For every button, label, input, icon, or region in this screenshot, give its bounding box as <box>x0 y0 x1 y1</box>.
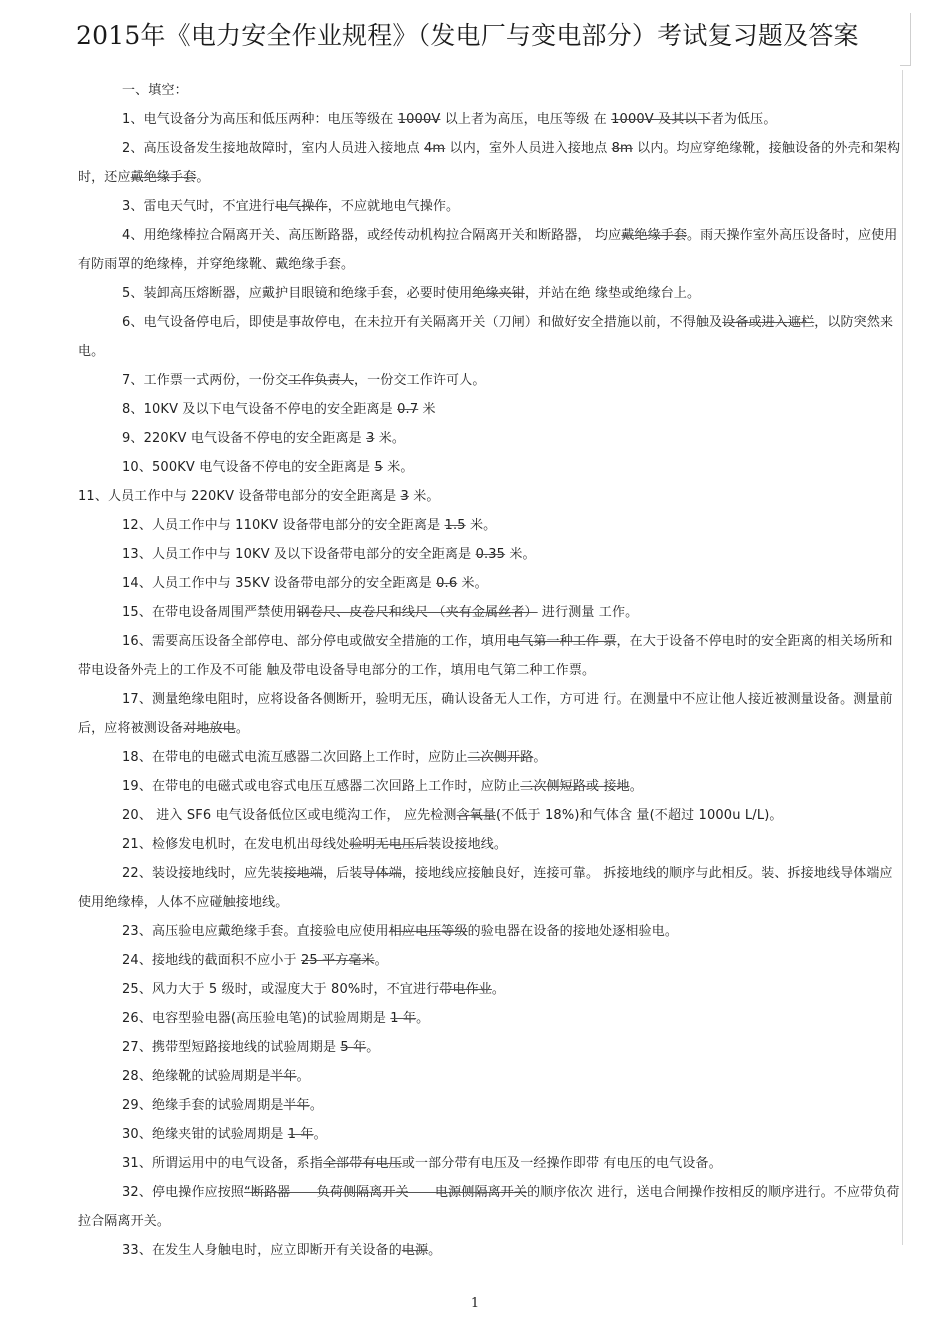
answer-text: 0.35 <box>475 547 506 562</box>
question-text: 2、高压设备发生接地故障时，室内人员进入接地点 <box>122 141 425 156</box>
question-text: 以内，室外人员进入接地点 <box>445 141 612 156</box>
question-text: 8、10KV 及以下电气设备不停电的安全距离是 <box>122 402 398 417</box>
answer-text: 3 <box>366 431 375 446</box>
question-item <box>78 308 904 366</box>
question-text: 22、装设接地线时，应先装 <box>122 866 284 881</box>
question-text: 。 <box>235 721 249 736</box>
question-item <box>78 192 904 221</box>
document-title: 2015年《电力安全作业规程》（发电厂与变电部分）考试复习题及答案 <box>76 21 859 50</box>
question-item <box>78 105 904 134</box>
question-text: 。 <box>416 1011 430 1026</box>
answer-text: 1.5 <box>444 518 466 533</box>
answer-text: 3 <box>400 489 409 504</box>
question-text: 。 <box>428 1243 442 1258</box>
answer-text: 相应电压等级 <box>388 924 468 939</box>
question-text: 5、装卸高压熔断器，应戴护目眼镜和绝缘手套，必要时使用 <box>122 286 473 301</box>
answer-text: 全部带有电压 <box>322 1156 402 1171</box>
question-item <box>78 366 904 395</box>
page-number: 1 <box>470 1296 480 1311</box>
question-text: 以内。均应穿绝缘靴，接触设备的外壳和架构时，还应 <box>78 141 901 185</box>
question-item <box>78 772 904 801</box>
question-text: 。 <box>629 779 643 794</box>
question-text: 米 <box>418 402 436 417</box>
question-text: 31、所谓运用中的电气设备，系指 <box>122 1156 323 1171</box>
answer-text: 5 年 <box>340 1040 367 1055</box>
question-text: ，接地线应接触良好，连接可靠。 拆接地线的顺序与此相反。装、拆接地线导体端应使用绝缘棒，人体不应碰触接地线。 <box>78 866 893 910</box>
question-item <box>78 859 904 917</box>
answer-text: 二次侧开路 <box>467 750 534 765</box>
question-text: 12、人员工作中与 110KV 设备带电部分的安全距离是 <box>122 518 445 533</box>
question-text: 33、在发生人身触电时，应立即断开有关设备的 <box>122 1243 402 1258</box>
question-item <box>78 482 904 511</box>
question-item <box>78 424 904 453</box>
question-text: 10、500KV 电气设备不停电的安全距离是 <box>122 460 375 475</box>
question-text: 15、在带电设备周围严禁使用 <box>122 605 297 620</box>
question-text: 或一部分带有电压及一经操作即带 有电压的电气设备。 <box>401 1156 722 1171</box>
question-text: 24、接地线的截面积不应小于 <box>122 953 301 968</box>
question-item <box>78 1091 904 1120</box>
answer-text: 1000V <box>397 112 441 127</box>
question-text: 者为低压。 <box>710 112 777 127</box>
question-text: 14、人员工作中与 35KV 设备带电部分的安全距离是 <box>122 576 437 591</box>
question-text: ，不应就地电气操作。 <box>327 199 460 214</box>
question-item <box>78 627 904 685</box>
question-text: 13、人员工作中与 10KV 及以下设备带电部分的安全距离是 <box>122 547 476 562</box>
question-text: 29、绝缘手套的试验周期是 <box>122 1098 284 1113</box>
question-text: 米。 <box>382 460 414 475</box>
question-text: 米。 <box>374 431 406 446</box>
question-text: 。 <box>296 1069 310 1084</box>
question-item <box>78 1236 904 1265</box>
question-text: 。 <box>533 750 547 765</box>
answer-text: 接地端 <box>283 866 323 881</box>
question-item <box>78 1033 904 1062</box>
question-text: 16、需要高压设备全部停电、部分停电或做安全措施的工作，填用 <box>122 634 508 649</box>
answer-text: 1000V 及其以下 <box>611 112 711 127</box>
question-item <box>78 946 904 975</box>
question-text: 以上者为高压，电压等级 在 <box>440 112 612 127</box>
answer-text: 5 <box>374 460 383 475</box>
question-text: 25、风力大于 5 级时，或湿度大于 80%时，不宜进行 <box>122 982 440 997</box>
question-item <box>78 685 904 743</box>
question-text: 9、220KV 电气设备不停电的安全距离是 <box>122 431 367 446</box>
answer-text: 设备或进入遮栏 <box>722 315 815 330</box>
question-item <box>78 801 904 830</box>
question-list <box>78 105 904 1265</box>
question-text: 26、电容型验电器(高压验电笔)的试验周期是 <box>122 1011 391 1026</box>
answer-text: 对地放电 <box>183 721 236 736</box>
question-text: 米。 <box>457 576 488 591</box>
question-text: 米。 <box>505 547 536 562</box>
question-text: ，后装 <box>322 866 363 881</box>
question-text: 20、 进入 SF6 电气设备低位区或电缆沟工作， 应先检测 <box>122 808 457 823</box>
answer-text: 电气操作 <box>275 199 328 214</box>
page-frame-line <box>900 65 911 66</box>
question-text: 7、工作票一式两份，一份交 <box>122 373 289 388</box>
question-item <box>78 569 904 598</box>
question-text: 进行测量 工作。 <box>537 605 639 620</box>
question-text: 。 <box>366 1040 380 1055</box>
question-text: 。 <box>196 170 210 185</box>
question-item <box>78 511 904 540</box>
answer-text: 8m <box>611 141 633 156</box>
question-text: ，并站在绝 缘垫或绝缘台上。 <box>524 286 701 301</box>
question-text: 21、检修发电机时，在发电机出母线处 <box>122 837 350 852</box>
question-text: 的验电器在设备的接地处逐相验电。 <box>467 924 679 939</box>
question-item <box>78 1004 904 1033</box>
question-text: ，一份交工作许可人。 <box>354 373 486 388</box>
answer-text: 工作负责人 <box>288 373 354 388</box>
question-text: (不低于 18%)和气体含 量(不超过 1000u L/L)。 <box>496 808 783 823</box>
question-text: 23、高压验电应戴绝缘手套。直接验电应使用 <box>122 924 389 939</box>
answer-text: 戴绝缘手套 <box>130 170 197 185</box>
question-text: 米。 <box>465 518 497 533</box>
answer-text: 电气第一种工作 票 <box>507 634 617 649</box>
answer-text: 钢卷尺、皮卷尺和线尺 （夹有金属丝者） <box>296 605 538 620</box>
question-text: 11、人员工作中与 220KV 设备带电部分的安全距离是 <box>78 489 401 504</box>
answer-text: 半年 <box>270 1069 297 1084</box>
answer-text: 0.7 <box>397 402 419 417</box>
question-item <box>78 221 904 279</box>
question-text: 米。 <box>408 489 440 504</box>
question-text: 30、绝缘夹钳的试验周期是 <box>122 1127 288 1142</box>
answer-text: 1 年 <box>287 1127 314 1142</box>
answer-text: 电源 <box>401 1243 429 1258</box>
question-text: 6、电气设备停电后，即使是事故停电，在未拉开有关隔离开关（刀闸）和做好安全措施以前，不得触及 <box>122 315 723 330</box>
answer-text: 1 年 <box>390 1011 417 1026</box>
question-item <box>78 279 904 308</box>
question-text: 装设接地线。 <box>428 837 508 852</box>
question-text: 27、携带型短路接地线的试验周期是 <box>122 1040 341 1055</box>
question-text: 。 <box>313 1127 327 1142</box>
question-item <box>78 1120 904 1149</box>
question-item <box>78 598 904 627</box>
answer-text: 戴绝缘手套 <box>621 228 688 243</box>
answer-text: 25 平方毫米 <box>300 953 375 968</box>
question-text: 的顺序依次 进行，送电合闸操作按相反的顺序进行。不应带负荷拉合隔离开关。 <box>78 1185 900 1229</box>
answer-text: 0.6 <box>436 576 458 591</box>
question-text: ，在大于设备不停电时的安全距离的相关场所和带电设备外壳上的工作及不可能 触及带电设备导电部分的工作，填用电气第二种工作票。 <box>78 634 893 678</box>
answer-text: 含氧量 <box>456 808 497 823</box>
question-item <box>78 975 904 1004</box>
question-text: 。 <box>374 953 388 968</box>
answer-text: 导体端 <box>362 866 402 881</box>
question-text: 。 <box>491 982 506 997</box>
question-text: 28、绝缘靴的试验周期是 <box>122 1069 271 1084</box>
answer-text: 4m <box>424 141 446 156</box>
question-text: 4、用绝缘棒拉合隔离开关、高压断路器，或经传动机构拉合隔离开关和断路器， 均应 <box>122 228 622 243</box>
question-item <box>78 1178 904 1236</box>
answer-text: 半年 <box>283 1098 310 1113</box>
question-text: 32、停电操作应按照 <box>122 1185 245 1200</box>
question-item <box>78 917 904 946</box>
answer-text: 验明无电压后 <box>349 837 429 852</box>
question-text: 3、雷电天气时，不宜进行 <box>122 199 276 214</box>
question-text: 18、在带电的电磁式电流互感器二次回路上工作时，应防止 <box>122 750 468 765</box>
question-text: 17、测量绝缘电阻时，应将设备各侧断开，验明无压，确认设备无人工作，方可进 行。在测量中不应让他人接近被测量设备。测量前后，应将被测设备 <box>78 692 893 736</box>
question-item <box>78 743 904 772</box>
question-text: 。雨天操作室外高压设备时，应使用有防雨罩的绝缘棒，并穿绝缘靴、戴绝缘手套。 <box>78 228 898 272</box>
document-body <box>78 76 904 1265</box>
section-heading: 一、填空： <box>122 83 188 98</box>
question-text: 。 <box>309 1098 323 1113</box>
question-item <box>78 830 904 859</box>
question-item <box>78 540 904 569</box>
answer-text: 绝缘夹钳 <box>472 286 525 301</box>
answer-text: 带电作业 <box>439 982 492 997</box>
question-text: ，以防突然来电。 <box>78 315 894 359</box>
question-item <box>78 453 904 482</box>
question-item <box>78 395 904 424</box>
question-item <box>78 1062 904 1091</box>
question-item <box>78 1149 904 1178</box>
question-text: 19、在带电的电磁式或电容式电压互感器二次回路上工作时，应防止 <box>122 779 521 794</box>
answer-text: “断路器——负荷侧隔离开关——电源侧隔离开关 <box>244 1185 528 1200</box>
question-item <box>78 134 904 192</box>
answer-text: 二次侧短路或 接地 <box>520 779 630 794</box>
question-text: 1、电气设备分为高压和低压两种：电压等级在 <box>122 112 398 127</box>
